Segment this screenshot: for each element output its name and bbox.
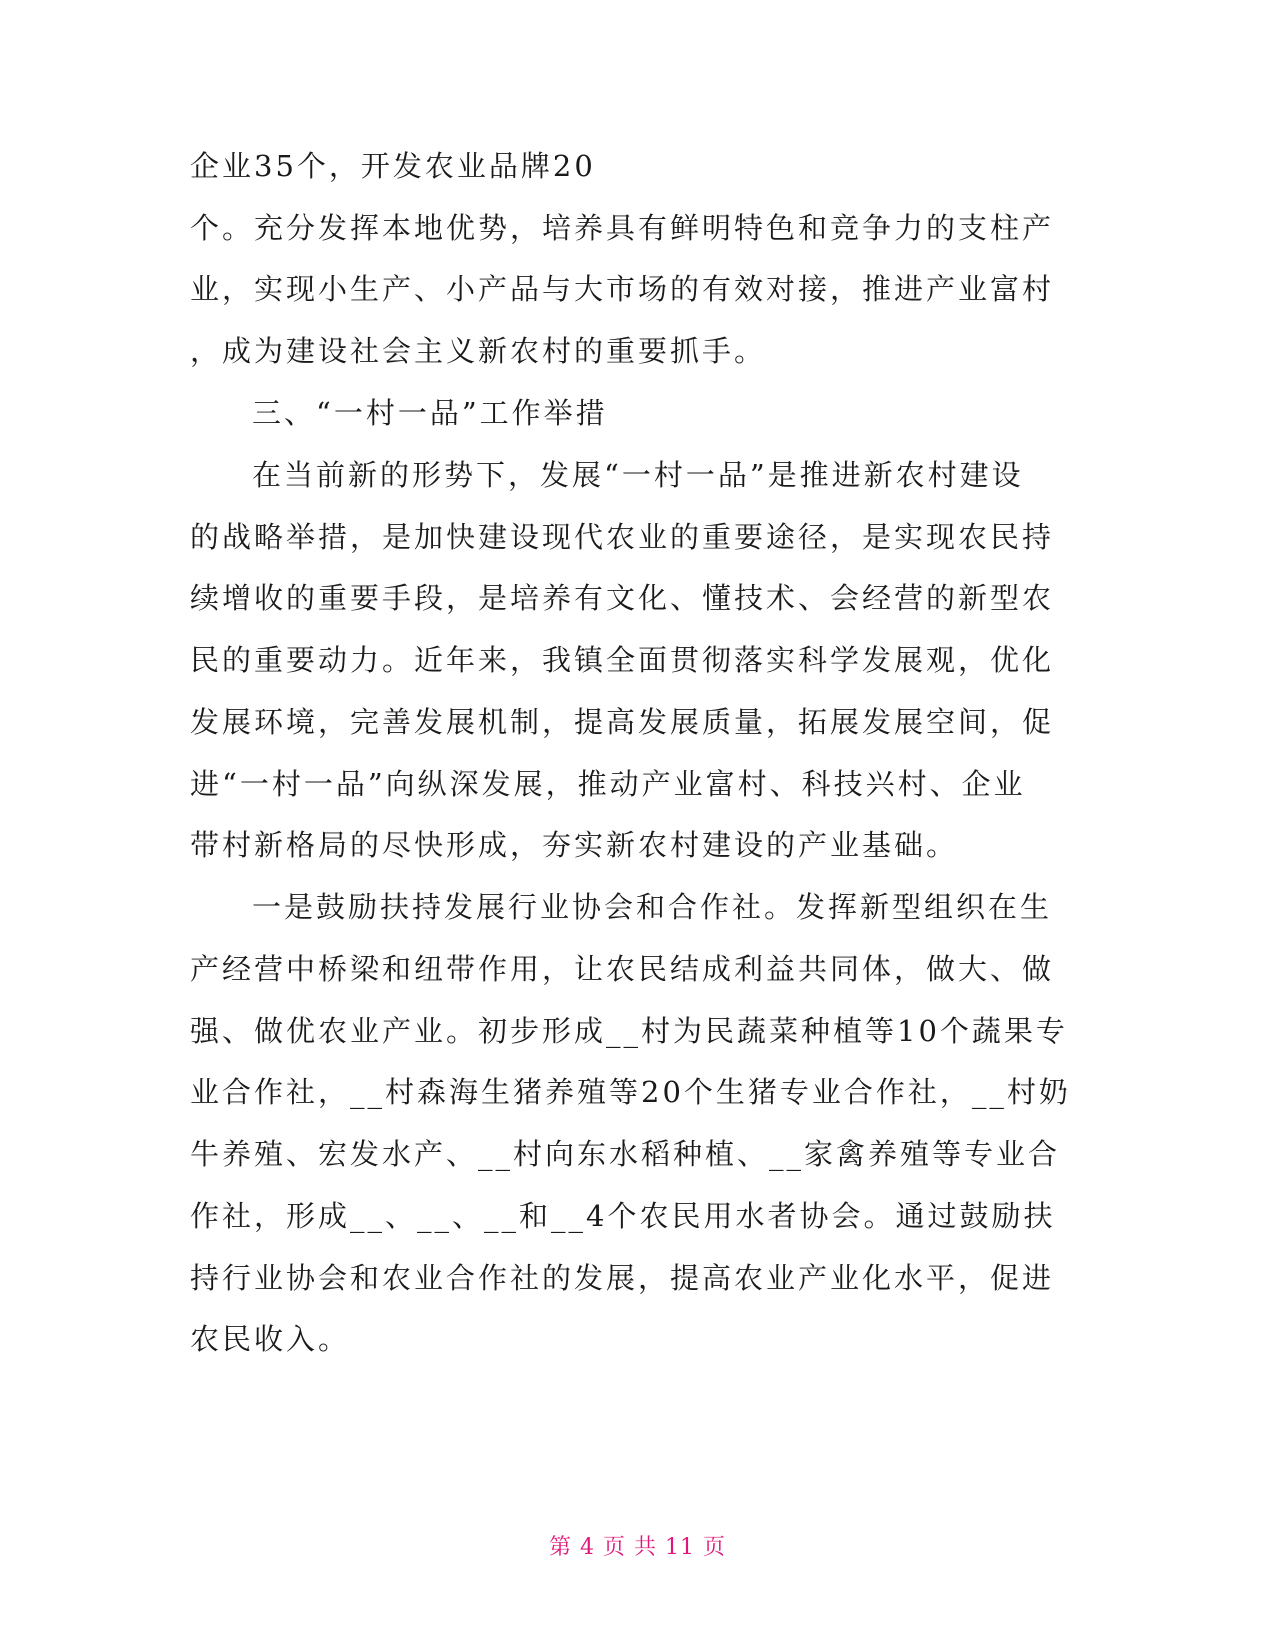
section-heading: 三、“一村一品”工作举措 bbox=[252, 396, 608, 430]
paragraph-start: 在当前新的形势下，发展“一村一品”是推进新农村建设 bbox=[252, 458, 1024, 492]
text-line: 个。充分发挥本地优势，培养具有鲜明特色和竞争力的支柱产 bbox=[190, 211, 1055, 245]
text-line: 发展环境，完善发展机制，提高发展质量，拓展发展空间，促 bbox=[190, 705, 1055, 739]
text-line: 业，实现小生产、小产品与大市场的有效对接，推进产业富村 bbox=[190, 272, 1055, 306]
text-line: ，成为建设社会主义新农村的重要抓手。 bbox=[190, 334, 767, 368]
text-line: 农民收入。 bbox=[190, 1322, 351, 1356]
text-line: 持行业协会和农业合作社的发展，提高农业产业化水平，促进 bbox=[190, 1261, 1055, 1295]
text-line: 作社，形成__、__、__和__4个农民用水者协会。通过鼓励扶 bbox=[190, 1199, 1056, 1233]
text-line: 带村新格局的尽快形成，夯实新农村建设的产业基础。 bbox=[190, 828, 959, 862]
paragraph-start: 一是鼓励扶持发展行业协会和合作社。发挥新型组织在生 bbox=[252, 890, 1053, 924]
text-line: 强、做优农业产业。初步形成__村为民蔬菜种植等10个蔬果专 bbox=[190, 1014, 1068, 1048]
page-number: 第 4 页 共 11 页 bbox=[549, 1535, 726, 1560]
text-line: 企业35个，开发农业品牌20 bbox=[190, 149, 596, 183]
text-line: 民的重要动力。近年来，我镇全面贯彻落实科学发展观，优化 bbox=[190, 643, 1055, 677]
text-line: 产经营中桥梁和纽带作用，让农民结成利益共同体，做大、做 bbox=[190, 952, 1055, 986]
text-line: 业合作社，__村森海生猪养殖等20个生猪专业合作社，__村奶 bbox=[190, 1075, 1071, 1109]
text-line: 续增收的重要手段，是培养有文化、懂技术、会经营的新型农 bbox=[190, 581, 1055, 615]
text-line: 的战略举措，是加快建设现代农业的重要途径，是实现农民持 bbox=[190, 520, 1055, 554]
text-line: 牛养殖、宏发水产、__村向东水稻种植、__家禽养殖等专业合 bbox=[190, 1137, 1061, 1171]
text-line: 进“一村一品”向纵深发展，推动产业富村、科技兴村、企业 bbox=[190, 767, 1026, 801]
